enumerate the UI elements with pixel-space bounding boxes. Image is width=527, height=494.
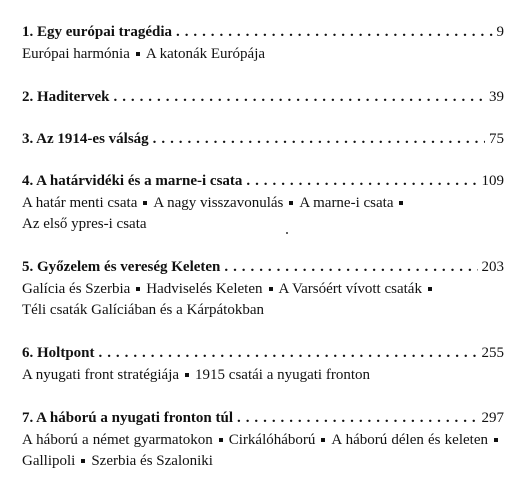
subtopic: Cirkálóháború	[228, 432, 316, 448]
toc-entry-2[interactable]	[22, 87, 504, 107]
subtopic: A katonák Európája	[145, 46, 266, 62]
subtopic: A határ menti csata	[22, 195, 138, 211]
subtopic-list	[22, 430, 504, 472]
subtopic: A Varsóért vívott csaták	[278, 281, 422, 297]
toc-entry-3[interactable]	[22, 129, 504, 149]
bullet-separator	[428, 287, 432, 291]
subtopic-list	[22, 44, 504, 65]
subtopic: 1915 csatái a nyugati fronton	[195, 367, 371, 383]
subtopic: A nagy visszavonulás	[153, 195, 284, 211]
page-number: 297	[481, 410, 504, 426]
toc-entry-title-row[interactable]	[22, 87, 504, 107]
chapter-title[interactable]: 5. Győzelem és vereség Keleten	[22, 259, 221, 275]
dot-leader	[99, 343, 478, 363]
dot-leader	[246, 171, 477, 191]
subtopic: Szerbia és Szaloniki	[91, 453, 213, 469]
toc-entry-5[interactable]	[22, 257, 504, 321]
bullet-separator	[321, 438, 325, 442]
subtopic: A háború délen és keleten	[331, 432, 488, 448]
table-of-contents	[22, 22, 504, 472]
dot-leader	[153, 129, 485, 149]
toc-entry-6[interactable]	[22, 343, 504, 386]
bullet-separator	[136, 52, 140, 56]
dot-leader	[114, 87, 486, 107]
toc-entry-7[interactable]	[22, 408, 504, 472]
scan-speck	[286, 232, 288, 234]
chapter-title[interactable]: 2. Haditervek	[22, 89, 110, 105]
bullet-separator	[185, 373, 189, 377]
toc-entry-title-row[interactable]	[22, 129, 504, 149]
toc-entry-title-row[interactable]	[22, 22, 504, 42]
toc-entry-title-row[interactable]	[22, 343, 504, 363]
page-number: 255	[481, 345, 504, 361]
subtopic: Galícia és Szerbia	[22, 281, 131, 297]
subtopic: Hadviselés Keleten	[146, 281, 263, 297]
subtopic: Európai harmónia	[22, 46, 130, 62]
toc-entry-title-row[interactable]	[22, 257, 504, 277]
bullet-separator	[143, 201, 147, 205]
bullet-separator	[399, 201, 403, 205]
dot-leader	[237, 408, 477, 428]
toc-entry-title-row[interactable]	[22, 408, 504, 428]
toc-entry-4[interactable]	[22, 171, 504, 235]
subtopic: A marne-i csata	[299, 195, 394, 211]
bullet-separator	[269, 287, 273, 291]
chapter-title[interactable]: 6. Holtpont	[22, 345, 95, 361]
subtopic-list	[22, 279, 504, 321]
subtopic: A háború a német gyarmatokon	[22, 432, 213, 448]
bullet-separator	[494, 438, 498, 442]
subtopic: Téli csaták Galíciában és a Kárpátokban	[22, 302, 264, 318]
chapter-title[interactable]: 7. A háború a nyugati fronton túl	[22, 410, 234, 426]
subtopic: Az első ypres-i csata	[22, 216, 147, 232]
subtopic: Gallipoli	[22, 453, 76, 469]
page-number: 75	[489, 131, 504, 147]
page-number: 109	[481, 173, 504, 189]
page-number: 9	[496, 24, 504, 40]
subtopic-list	[22, 193, 504, 235]
bullet-separator	[81, 459, 85, 463]
dot-leader	[224, 257, 477, 277]
page-number: 39	[489, 89, 504, 105]
chapter-title[interactable]: 3. Az 1914-es válság	[22, 131, 149, 147]
subtopic-list	[22, 365, 504, 386]
bullet-separator	[136, 287, 140, 291]
toc-entry-1[interactable]	[22, 22, 504, 65]
subtopic: A nyugati front stratégiája	[22, 367, 180, 383]
chapter-title[interactable]: 1. Egy európai tragédia	[22, 24, 172, 40]
toc-entry-title-row[interactable]	[22, 171, 504, 191]
bullet-separator	[219, 438, 223, 442]
bullet-separator	[289, 201, 293, 205]
dot-leader	[176, 22, 493, 42]
page-number: 203	[481, 259, 504, 275]
chapter-title[interactable]: 4. A határvidéki és a marne-i csata	[22, 173, 243, 189]
